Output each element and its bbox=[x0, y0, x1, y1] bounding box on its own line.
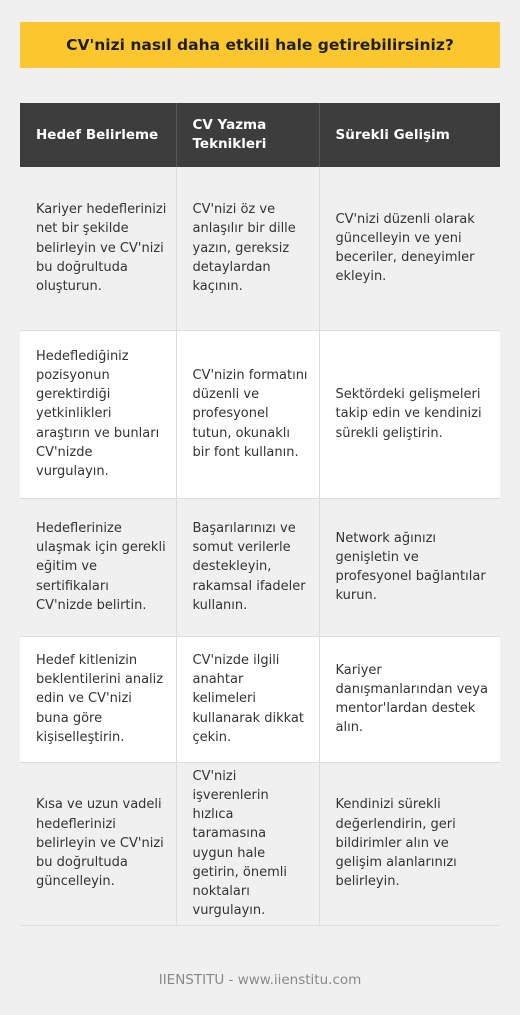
table-cell: Kendinizi sürekli değerlendirin, geri bildirimler alın ve gelişim alanlarınızı belirleyin. bbox=[319, 762, 500, 925]
table-cell: Kısa ve uzun vadeli hedeflerinizi belirleyin ve CV'nizi bu doğrultuda güncelleyin. bbox=[20, 762, 176, 925]
table-row bbox=[20, 762, 500, 925]
table-row bbox=[20, 498, 500, 636]
table-cell: Hedeflediğiniz pozisyonun gerektirdiği yetkinlikleri araştırın ve bunları CV'nizde vurgulayın. bbox=[20, 330, 176, 498]
table-cell: CV'nizi öz ve anlaşılır bir dille yazın, gereksiz detaylardan kaçının. bbox=[176, 167, 319, 330]
table-cell: CV'nizi düzenli olarak güncelleyin ve yeni beceriler, deneyimler ekleyin. bbox=[319, 167, 500, 330]
table-cell: Sektördeki gelişmeleri takip edin ve kendinizi sürekli geliştirin. bbox=[319, 330, 500, 498]
table-cell: CV'nizi işverenlerin hızlıca taramasına uygun hale getirin, önemli noktaları vurgulayın. bbox=[176, 762, 319, 925]
table-cell: Hedef kitlenizin beklentilerini analiz edin ve CV'nizi buna göre kişiselleştirin. bbox=[20, 636, 176, 762]
table-cell: Kariyer hedeflerinizi net bir şekilde belirleyin ve CV'nizi bu doğrultuda oluşturun. bbox=[20, 167, 176, 330]
table-cell: CV'nizin formatını düzenli ve profesyonel tutun, okunaklı bir font kullanın. bbox=[176, 330, 319, 498]
table-cell: Başarılarınızı ve somut verilerle destekleyin, rakamsal ifadeler kullanın. bbox=[176, 498, 319, 636]
column-header: CV Yazma Teknikleri bbox=[176, 103, 319, 167]
column-header: Sürekli Gelişim bbox=[319, 103, 500, 167]
table-row bbox=[20, 167, 500, 330]
table-cell: Kariyer danışmanlarından veya mentor'lardan destek alın. bbox=[319, 636, 500, 762]
table-cell: Network ağınızı genişletin ve profesyonel bağlantılar kurun. bbox=[319, 498, 500, 636]
table-row bbox=[20, 330, 500, 498]
footer-credit: IIENSTITU - www.iienstitu.com bbox=[158, 972, 362, 988]
page-title: CV'nizi nasıl daha etkili hale getirebilirsiniz? bbox=[66, 36, 454, 54]
header-row bbox=[20, 103, 500, 167]
table-cell: CV'nizde ilgili anahtar kelimeleri kullanarak dikkat çekin. bbox=[176, 636, 319, 762]
table-row bbox=[20, 636, 500, 762]
column-header: Hedef Belirleme bbox=[20, 103, 176, 167]
comparison-table bbox=[20, 103, 500, 926]
table-cell: Hedeflerinize ulaşmak için gerekli eğitim ve sertifikaları CV'nizde belirtin. bbox=[20, 498, 176, 636]
title-banner bbox=[20, 22, 500, 68]
